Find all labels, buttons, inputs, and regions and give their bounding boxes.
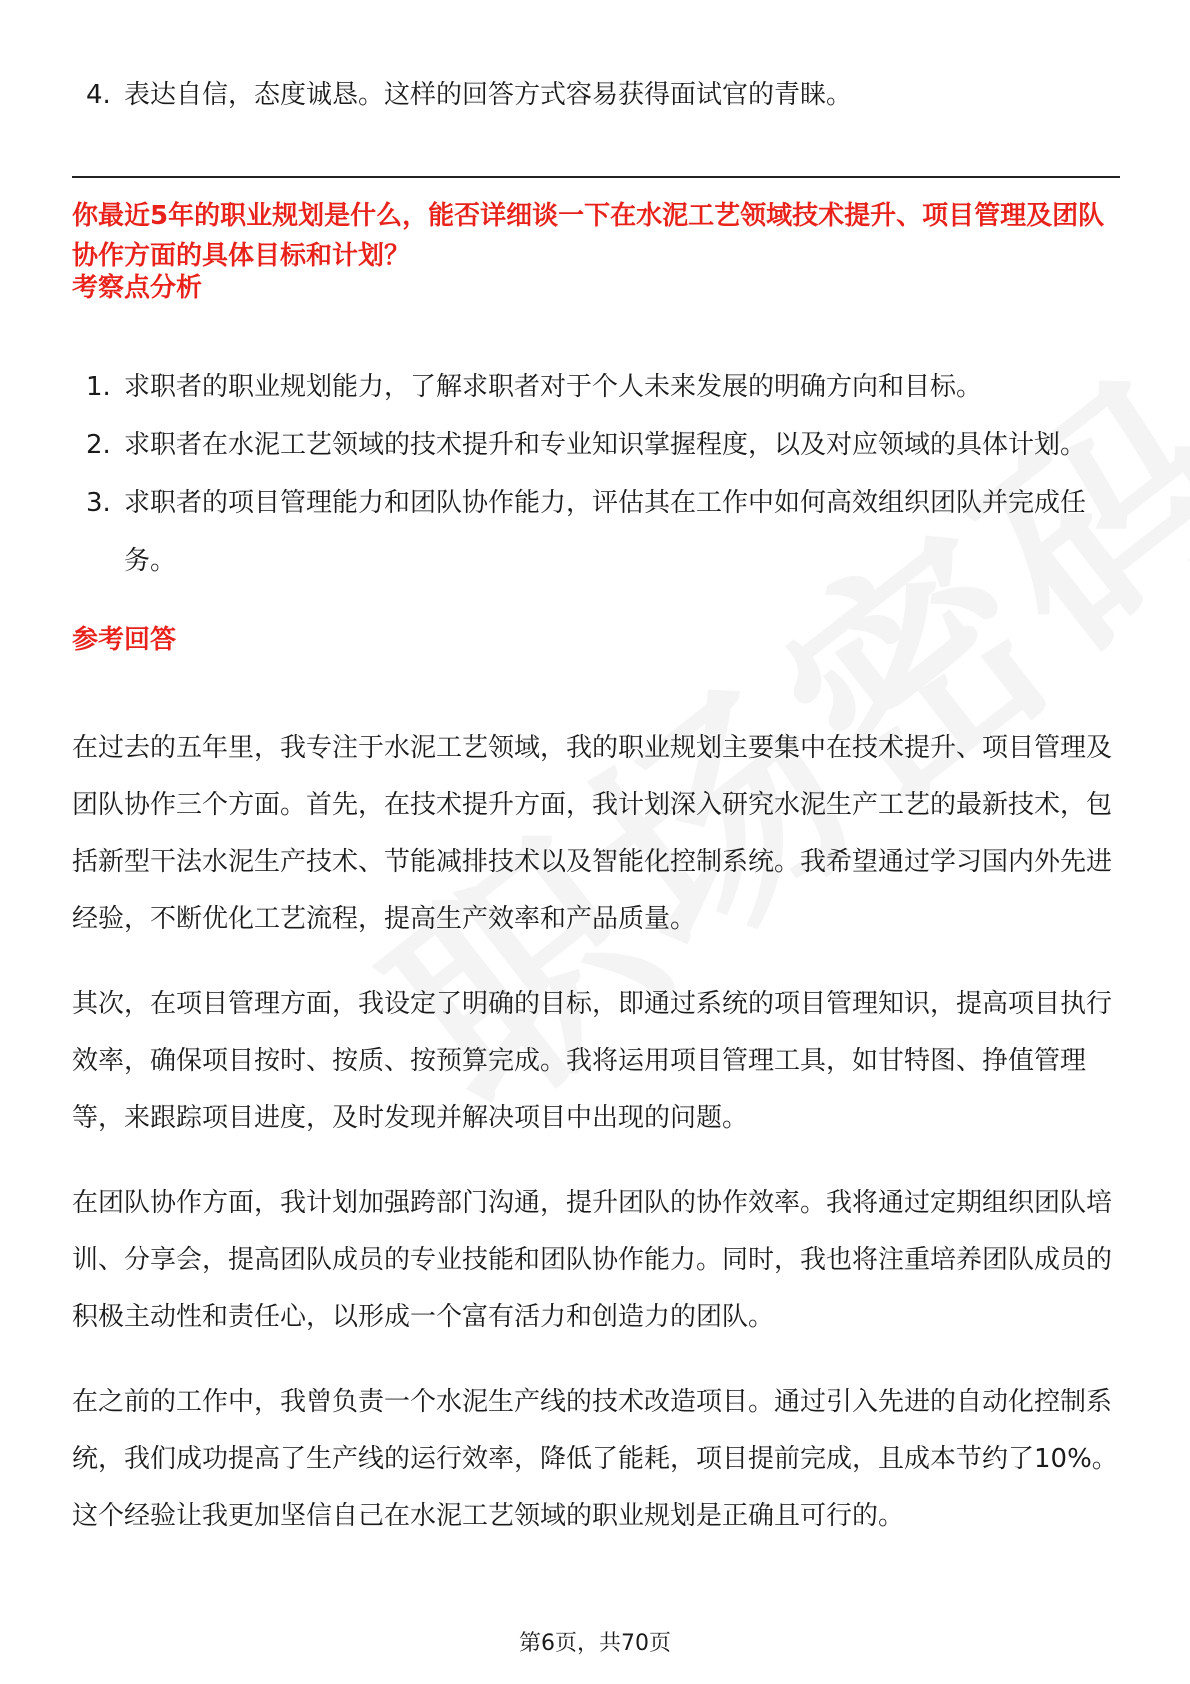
analysis-list [72,358,1120,590]
answer-paragraph: 其次，在项目管理方面，我设定了明确的目标，即通过系统的项目管理知识，提高项目执行效率，确保项目按时、按质、按预算完成。我将运用项目管理工具，如甘特图、挣值管理等，来跟踪项目进度，及时发现并解决项目中出现的问题。 [72,989,1113,1133]
list-item-text: 表达自信，态度诚恳。这样的回答方式容易获得面试官的青睐。 [124,80,853,110]
list-item [72,358,1120,416]
list-item [72,474,1120,590]
list-item-number: 2. [86,430,111,460]
list-item-number: 4. [86,80,111,110]
question-title: 你最近5年的职业规划是什么，能否详细谈一下在水泥工艺领域技术提升、项目管理及团队协作方面的具体目标和计划？ [72,201,1105,271]
list-item-text: 求职者在水泥工艺领域的技术提升和专业知识掌握程度，以及对应领域的具体计划。 [124,430,1087,460]
answer-heading: 参考回答 [72,625,177,655]
section-divider [72,176,1120,178]
analysis-heading: 考察点分析 [72,273,203,303]
previous-answer-list [72,66,1120,124]
answer-paragraph: 在之前的工作中，我曾负责一个水泥生产线的技术改造项目。通过引入先进的自动化控制系统，我们成功提高了生产线的运行效率，降低了能耗，项目提前完成，且成本节约了10%。这个经验让我更加坚信自己在水泥工艺领域的职业规划是正确且可行的。 [72,1387,1118,1531]
answer-body [72,720,1120,1573]
list-item [72,66,1120,124]
list-item [72,416,1120,474]
list-item-text: 求职者的职业规划能力，了解求职者对于个人未来发展的明确方向和目标。 [124,372,983,402]
answer-paragraph: 在过去的五年里，我专注于水泥工艺领域，我的职业规划主要集中在技术提升、项目管理及团队协作三个方面。首先，在技术提升方面，我计划深入研究水泥生产工艺的最新技术，包括新型干法水泥生产技术、节能减排技术以及智能化控制系统。我希望通过学习国内外先进经验，不断优化工艺流程，提高生产效率和产品质量。 [72,733,1113,934]
answer-paragraph: 在团队协作方面，我计划加强跨部门沟通，提升团队的协作效率。我将通过定期组织团队培训、分享会，提高团队成员的专业技能和团队协作能力。同时，我也将注重培养团队成员的积极主动性和责任心，以形成一个富有活力和创造力的团队。 [72,1188,1113,1332]
list-item-text: 求职者的项目管理能力和团队协作能力，评估其在工作中如何高效组织团队并完成任务。 [124,488,1087,576]
list-item-number: 1. [86,372,111,402]
list-item-number: 3. [86,488,111,518]
page-footer: 第6页，共70页 [519,1631,671,1656]
